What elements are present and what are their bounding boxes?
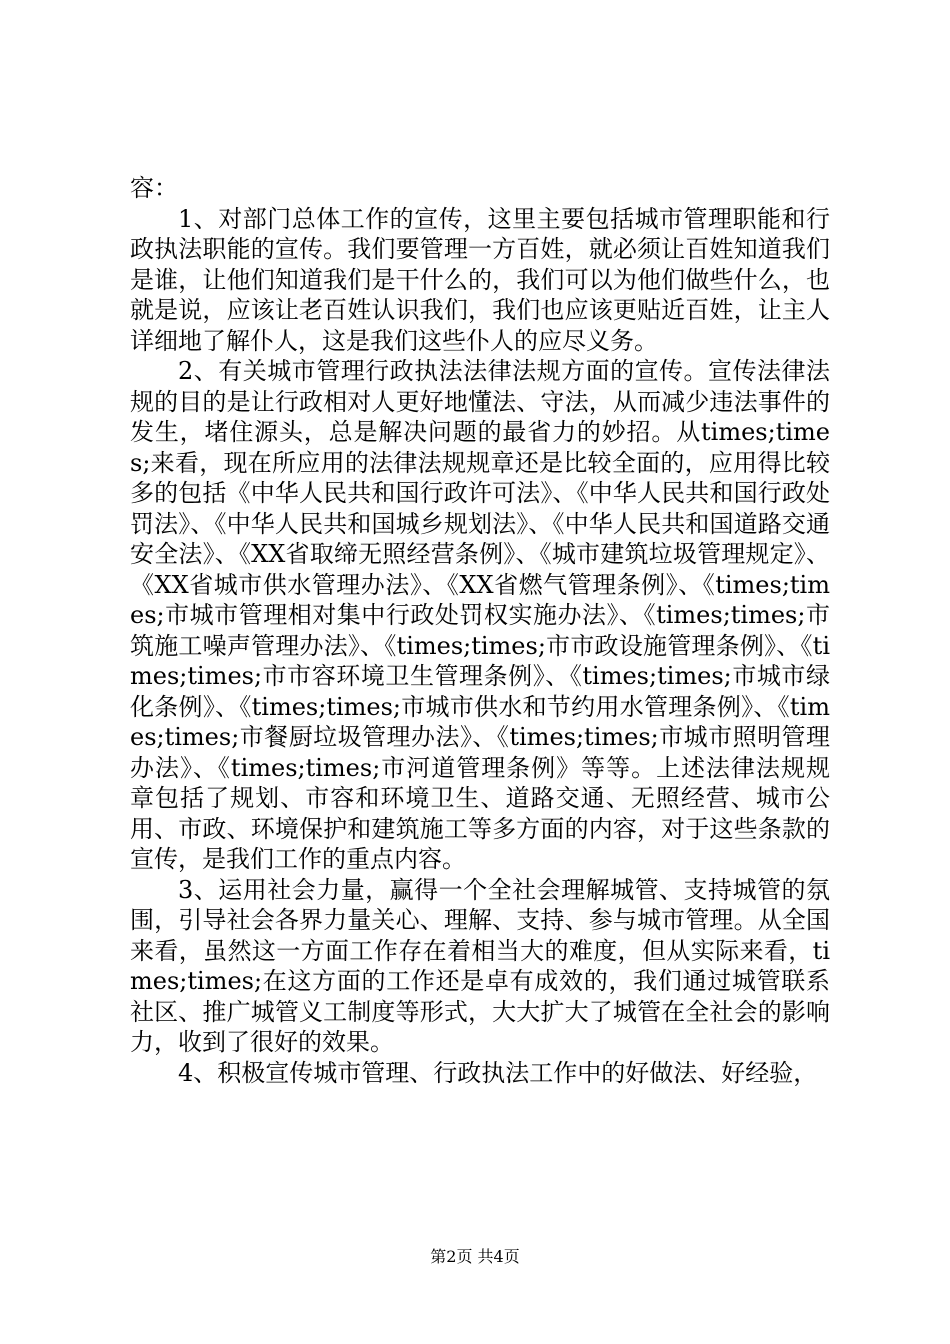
- paragraph-item-4: 4、积极宣传城市管理、行政执法工作中的好做法、好经验，: [178, 1058, 818, 1087]
- page-number: 第2页 共4页: [430, 1247, 520, 1266]
- paragraph-item-3: 3、运用社会力量，赢得一个全社会理解城管、支持城管的氛围，引导社会各界力量关心、理解、支持、参与城市管理。从全国来看，虽然这一方面工作存在着相当大的难度，但从实际来看，times;times;在这方面的工作还是卓有成效的，我们通过城管联系社区、推广城管义工制度等形式，大大扩大了城管在全社会的影响力，收到了很好的效果。: [130, 875, 830, 1056]
- document-body: [130, 173, 830, 1088]
- paragraph-continuation: 容：: [130, 174, 178, 202]
- paragraph-item-1: 1、对部门总体工作的宣传，这里主要包括城市管理职能和行政执法职能的宣传。我们要管理一方百姓，就必须让百姓知道我们是谁，让他们知道我们是干什么的，我们可以为他们做些什么，也就是说，应该让老百姓认识我们，我们也应该更贴近百姓，让主人详细地了解仆人，这是我们这些仆人的应尽义务。: [130, 204, 830, 355]
- page-footer: [0, 1247, 950, 1267]
- paragraph-item-2: 2、有关城市管理行政执法法律法规方面的宣传。宣传法律法规的目的是让行政相对人更好地懂法、守法，从而减少违法事件的发生，堵住源头，总是解决问题的最省力的妙招。从times;times;来看，现在所应用的法律法规规章还是比较全面的，应用得比较多的包括《中华人民共和国行政许可法》、《中华人民共和国行政处罚法》、《中华人民共和国城乡规划法》、《中华人民共和国道路交通安全法》、《XX省取缔无照经营条例》、《城市建筑垃圾管理规定》、《XX省城市供水管理办法》、《XX省燃气管理条例》、《times;times;市城市管理相对集中行政处罚权实施办法》、《times;times;市筑施工噪声管理办法》、《times;times;市市政设施管理条例》、《times;times;市市容环境卫生管理条例》、《times;times;市城市绿化条例》、《times;times;市城市供水和节约用水管理条例》、《times;times;市餐厨垃圾管理办法》、《times;times;市城市照明管理办法》、《times;times;市河道管理条例》等等。上述法律法规规章包括了规划、市容和环境卫生、道路交通、无照经营、城市公用、市政、环境保护和建筑施工等多方面的内容，对于这些条款的宣传，是我们工作的重点内容。: [130, 357, 830, 873]
